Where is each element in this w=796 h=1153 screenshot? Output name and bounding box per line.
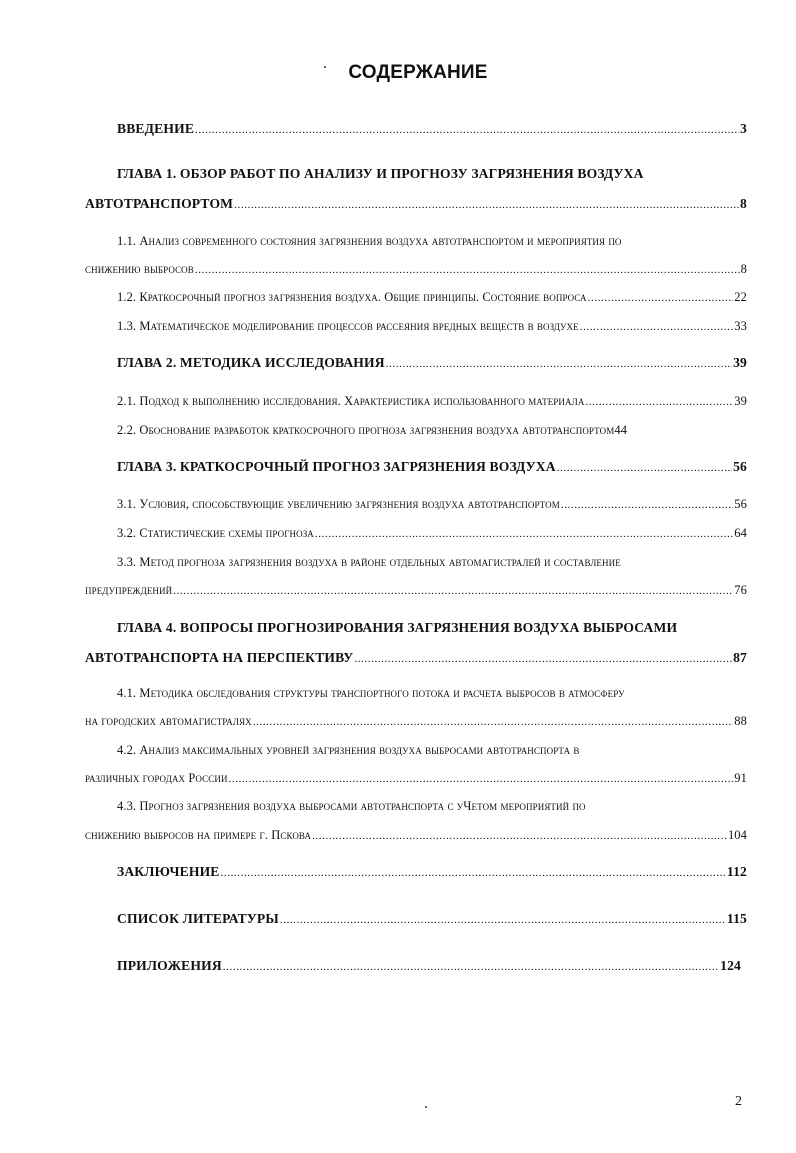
dot-leader	[585, 394, 733, 409]
dot-leader	[253, 714, 734, 729]
toc-page-number: 115	[726, 911, 747, 926]
toc-page-number: 56	[734, 497, 747, 511]
toc-entry-conclusion[interactable]	[117, 864, 747, 880]
toc-page-number: 39	[734, 394, 747, 408]
toc-entry-text: предупреждений	[85, 583, 173, 597]
toc-section-4-2[interactable]	[85, 771, 747, 786]
dot-leader	[223, 958, 719, 974]
toc-page-number: 8	[740, 262, 747, 276]
toc-section-4-3-line1[interactable]: 4.3. Прогноз загрязнения воздуха выбросами автотранспорта с уЧетом мероприятий по	[117, 799, 586, 813]
toc-entry-text: 2.2. Обоснование разработок краткосрочного прогноза загрязнения воздуха автотранспортом	[117, 423, 615, 437]
toc-section-4-1-line1[interactable]: 4.1. Методика обследования структуры транспортного потока и расчета выбросов в атмосферу	[117, 686, 625, 700]
toc-entry-text: снижению выбросов	[85, 262, 194, 276]
toc-entry-text: 2.1. Подход к выполнению исследования. Характеристика использованного материала	[117, 394, 585, 408]
toc-page-number: 8	[740, 196, 747, 211]
toc-chapter-3[interactable]	[117, 459, 747, 475]
dot-leader	[557, 459, 732, 475]
toc-page-number: 112	[726, 864, 747, 879]
dot-leader	[173, 583, 733, 598]
toc-page-number: 104	[727, 828, 747, 842]
dot-leader	[580, 319, 734, 334]
page-title: СОДЕРЖАНИЕ	[348, 62, 488, 83]
dot-leader	[195, 262, 740, 277]
toc-section-4-3[interactable]	[85, 828, 747, 843]
toc-entry-text: ГЛАВА 2. МЕТОДИКА ИССЛЕДОВАНИЯ	[117, 355, 385, 370]
toc-entry-text: на городских автомагистралях	[85, 714, 252, 728]
toc-entry-intro[interactable]	[117, 121, 747, 137]
toc-entry-text: ПРИЛОЖЕНИЯ	[117, 958, 222, 973]
dot-leader	[588, 290, 734, 305]
toc-page-number: 88	[734, 714, 747, 728]
toc-entry-text: ВВЕДЕНИЕ	[117, 121, 195, 136]
dot-leader	[195, 121, 739, 137]
toc-section-4-2-line1[interactable]: 4.2. Анализ максимальных уровней загрязнения воздуха выбросами автотранспорта в	[117, 743, 580, 757]
dot-leader	[280, 911, 726, 927]
dot-leader	[386, 355, 732, 371]
toc-section-3-2[interactable]	[117, 526, 747, 541]
dot-leader	[315, 526, 733, 541]
toc-entry-text: 3.2. Статистические схемы прогноза	[117, 526, 314, 540]
toc-chapter-1-line1[interactable]: ГЛАВА 1. ОБЗОР РАБОТ ПО АНАЛИЗУ И ПРОГНОЗУ ЗАГРЯЗНЕНИЯ ВОЗДУХА	[117, 166, 644, 181]
toc-section-1-2[interactable]	[117, 290, 747, 305]
toc-page-number: 39	[733, 355, 747, 370]
toc-entry-text: различных городах России	[85, 771, 228, 785]
toc-entry-text: АВТОТРАНСПОРТОМ	[85, 196, 234, 211]
toc-chapter-4[interactable]	[85, 650, 747, 666]
toc-entry-appendix[interactable]	[117, 958, 741, 974]
toc-section-2-1[interactable]	[117, 394, 747, 409]
toc-page-number: 33	[734, 319, 747, 333]
dot-leader	[561, 497, 733, 512]
toc-section-4-1[interactable]	[85, 714, 747, 729]
toc-page-number: 91	[734, 771, 747, 785]
toc-page-number: 64	[734, 526, 747, 540]
toc-page-number: 22	[734, 290, 747, 304]
toc-section-3-3[interactable]	[85, 583, 747, 598]
toc-chapter-1[interactable]	[85, 196, 747, 212]
toc-entry-text: СПИСОК ЛИТЕРАТУРЫ	[117, 911, 279, 926]
toc-page-number: 56	[733, 459, 747, 474]
toc-section-3-3-line1[interactable]: 3.3. Метод прогноза загрязнения воздуха в районе отдельных автомагистралей и составление	[117, 555, 621, 569]
toc-entry-text: 1.2. Краткосрочный прогноз загрязнения воздуха. Общие принципы. Состояние вопроса	[117, 290, 587, 304]
toc-entry-text: 1.3. Математическое моделирование процессов рассеяния вредных веществ в воздухе	[117, 319, 579, 333]
toc-page-number: 76	[734, 583, 747, 597]
scan-speck	[425, 1106, 427, 1108]
toc-section-1-1[interactable]	[85, 262, 747, 277]
toc-page-number: 124	[720, 958, 741, 973]
dot-leader	[234, 196, 739, 212]
toc-section-3-1[interactable]	[117, 497, 747, 512]
dot-leader	[221, 864, 726, 880]
dot-leader	[229, 771, 734, 786]
toc-page-number: 3	[740, 121, 747, 136]
toc-entry-text: ЗАКЛЮЧЕНИЕ	[117, 864, 220, 879]
toc-page-number: 44	[614, 423, 628, 437]
toc-section-1-3[interactable]	[117, 319, 747, 334]
toc-entry-text: 3.1. Условия, способствующие увеличению загрязнения воздуха автотранспортом	[117, 497, 560, 511]
toc-entry-references[interactable]	[117, 911, 747, 927]
toc-chapter-4-line1[interactable]: ГЛАВА 4. ВОПРОСЫ ПРОГНОЗИРОВАНИЯ ЗАГРЯЗНЕНИЯ ВОЗДУХА ВЫБРОСАМИ	[117, 620, 678, 635]
toc-page-number: 87	[733, 650, 747, 665]
toc-entry-text: снижению выбросов на примере г. Пскова	[85, 828, 312, 842]
toc-section-2-2[interactable]	[117, 423, 747, 438]
toc-chapter-2[interactable]	[117, 355, 747, 371]
dot-leader	[312, 828, 727, 843]
toc-section-1-1-line1[interactable]: 1.1. Анализ современного состояния загрязнения воздуха автотранспортом и мероприятия по	[117, 234, 622, 248]
page-number: 2	[735, 1094, 742, 1109]
toc-entry-text: АВТОТРАНСПОРТА НА ПЕРСПЕКТИВУ	[85, 650, 354, 665]
toc-entry-text: ГЛАВА 3. КРАТКОСРОЧНЫЙ ПРОГНОЗ ЗАГРЯЗНЕНИЯ ВОЗДУХА	[117, 459, 556, 474]
dot-leader	[354, 650, 732, 666]
